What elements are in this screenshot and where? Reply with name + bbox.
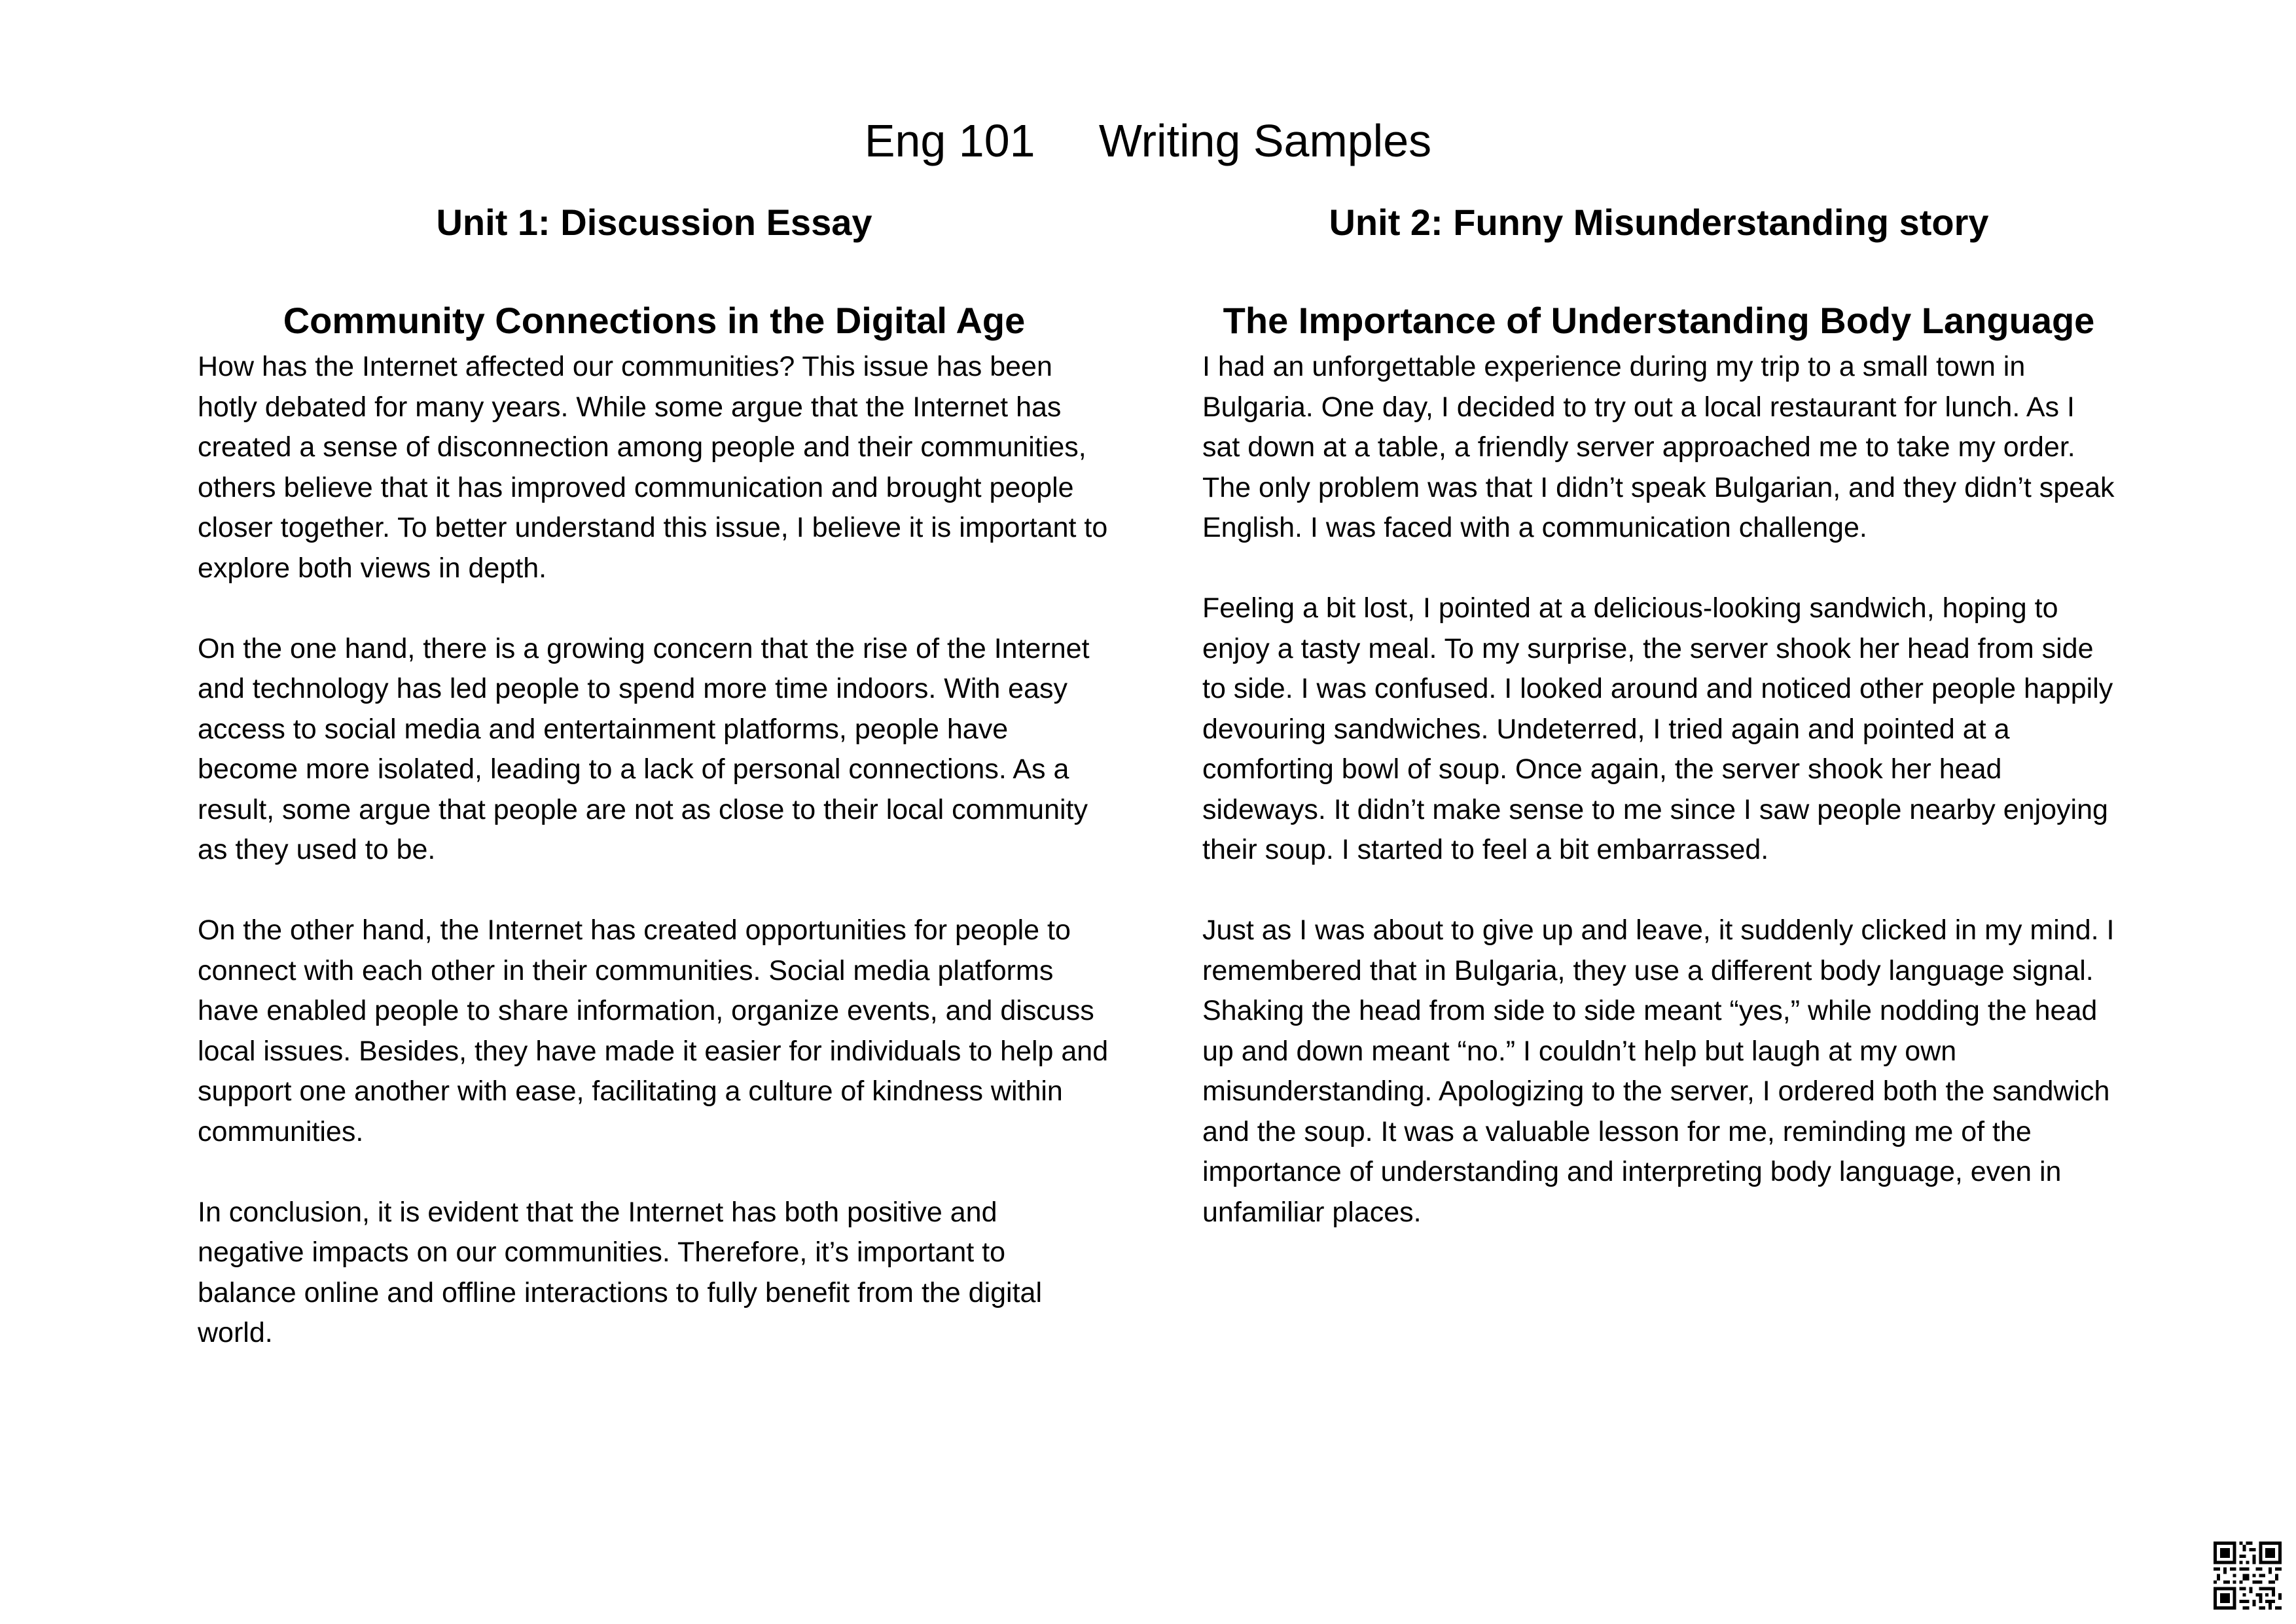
unit-2-heading: Unit 2: Funny Misunderstanding story xyxy=(1329,202,1989,243)
unit-1-heading: Unit 1: Discussion Essay xyxy=(436,202,872,243)
essay-2-paragraph-3: Just as I was about to give up and leave, it suddenly clicked in my mind. I remembered that in Bulgaria, they use a different body language signal. Shaking the head from side to side meant “yes,” while nodding the head up and down meant “no.” I couldn’t help but laugh at my own misunderstanding. Apologizing to the server, I ordered both the sandwich and the soup. It was a valuable lesson for me, reminding me of the importance of understanding and interpreting body language, even in unfamiliar places. xyxy=(1202,914,2115,1228)
essay-2-title: The Importance of Understanding Body Language xyxy=(1223,300,2095,341)
left-column xyxy=(198,196,1111,1394)
essay-1-paragraph-4: In conclusion, it is evident that the Internet has both positive and negative impacts on our communities. Therefore, it’s important to balance online and offline interactions to fully benefit from the digital world. xyxy=(198,1196,1043,1348)
document-title: Eng 101 Writing Samples xyxy=(864,115,1432,166)
essay-1-paragraph-1: How has the Internet affected our communities? This issue has been hotly debated for many years. While some argue that the Internet has created a sense of disconnection among people and their communities, others believe that it has improved communication and brought people closer together. To better understand this issue, I believe it is important to explore both views in depth. xyxy=(198,351,1108,584)
essay-1-paragraph-2: On the one hand, there is a growing concern that the rise of the Internet and technology has led people to spend more time indoors. With easy access to social media and entertainment platforms, people have become more isolated, leading to a lack of personal connections. As a result, some argue that people are not as close to their local community as they used to be. xyxy=(198,632,1090,865)
essay-1-paragraph-3: On the other hand, the Internet has created opportunities for people to connect with each other in their communities. Social media platforms have enabled people to share information, organize events, and discuss local issues. Besides, they have made it easier for individuals to help and support one another with ease, facilitating a culture of kindness within communities. xyxy=(198,914,1109,1147)
essay-1-title: Community Connections in the Digital Age xyxy=(283,300,1026,341)
right-column xyxy=(1202,196,2115,1273)
essay-2-paragraph-2: Feeling a bit lost, I pointed at a delicious-looking sandwich, hoping to enjoy a tasty meal. To my surprise, the server shook her head from side to side. I was confused. I looked around and noticed other people happily devouring sandwiches. Undeterred, I tried again and pointed at a comforting bowl of soup. Once again, the server shook her head sideways. It didn’t make sense to me since I saw people nearby enjoying their soup. I started to feel a bit embarrassed. xyxy=(1202,592,2113,865)
essay-2-paragraph-1: I had an unforgettable experience during my trip to a small town in Bulgaria. One day, I decided to try out a local restaurant for lunch. As I sat down at a table, a friendly server approached me to take my order. The only problem was that I didn’t speak Bulgarian, and they didn’t speak English. I was faced with a communication challenge. xyxy=(1202,351,2115,543)
qr-code-icon xyxy=(2214,1542,2282,1610)
